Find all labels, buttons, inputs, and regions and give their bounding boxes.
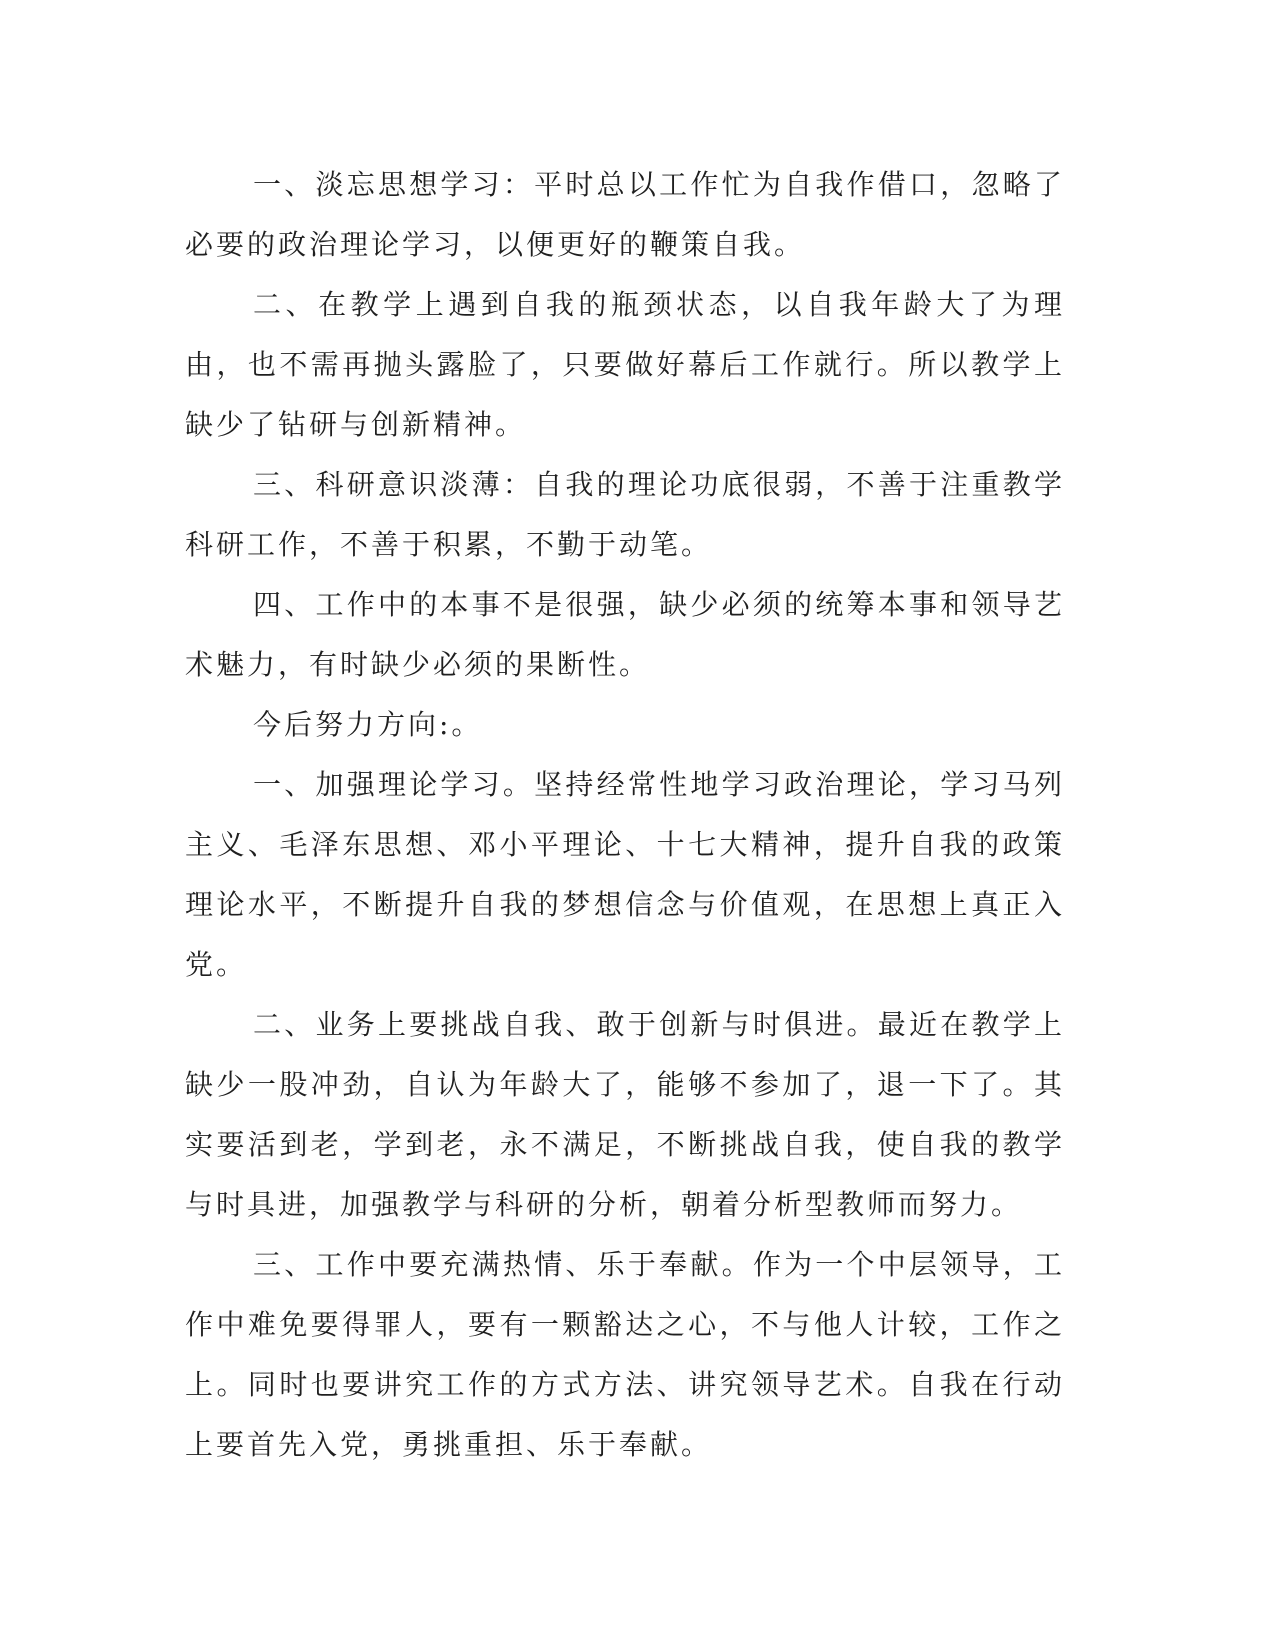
paragraph-direction-2: 二、业务上要挑战自我、敢于创新与时俱进。最近在教学上缺少一股冲劲，自认为年龄大了，能够不参加了，退一下了。其实要活到老，学到老，永不满足，不断挑战自我，使自我的教学与时具进，加强教学与科研的分析，朝着分析型教师而努力。	[185, 1008, 1065, 1221]
paragraph-direction-3: 三、工作中要充满热情、乐于奉献。作为一个中层领导，工作中难免要得罪人，要有一颗豁达之心，不与他人计较，工作之上。同时也要讲究工作的方式方法、讲究领导艺术。自我在行动上要首先入党，勇挑重担、乐于奉献。	[185, 1248, 1065, 1461]
document-body	[185, 155, 1065, 1475]
paragraph-shortcoming-4: 四、工作中的本事不是很强，缺少必须的统筹本事和领导艺术魅力，有时缺少必须的果断性。	[185, 588, 1065, 681]
section-heading-future-direction: 今后努力方向:。	[253, 708, 483, 741]
paragraph-shortcoming-2: 二、在教学上遇到自我的瓶颈状态，以自我年龄大了为理由，也不需再抛头露脸了，只要做好幕后工作就行。所以教学上缺少了钻研与创新精神。	[185, 288, 1065, 441]
paragraph-shortcoming-1: 一、淡忘思想学习：平时总以工作忙为自我作借口，忽略了必要的政治理论学习，以便更好的鞭策自我。	[185, 168, 1065, 261]
paragraph-shortcoming-3: 三、科研意识淡薄：自我的理论功底很弱，不善于注重教学科研工作，不善于积累，不勤于动笔。	[185, 468, 1065, 561]
paragraph-direction-1: 一、加强理论学习。坚持经常性地学习政治理论，学习马列主义、毛泽东思想、邓小平理论、十七大精神，提升自我的政策理论水平，不断提升自我的梦想信念与价值观，在思想上真正入党。	[185, 768, 1065, 981]
